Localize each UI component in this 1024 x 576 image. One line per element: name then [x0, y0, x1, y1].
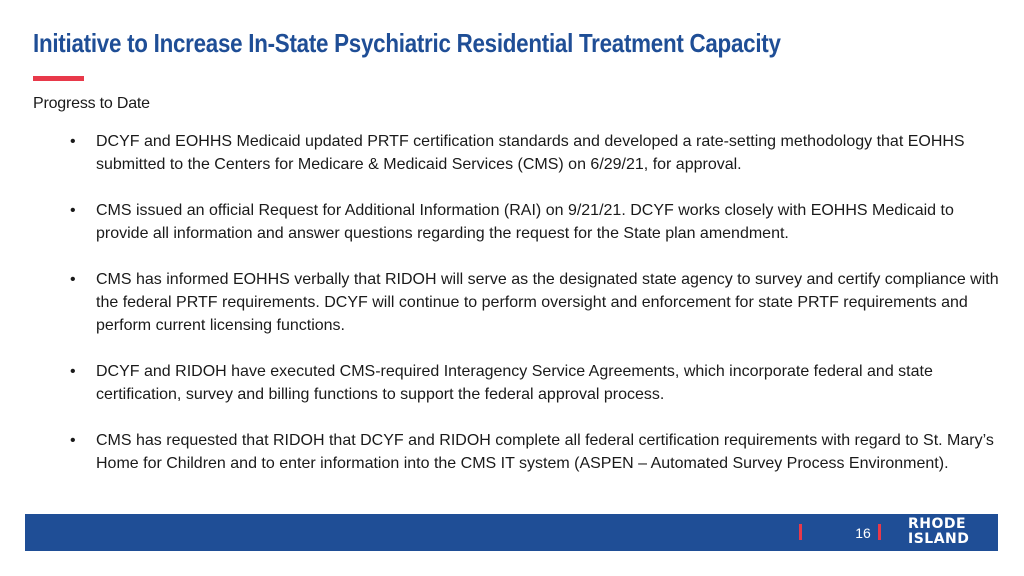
bullet-item	[70, 199, 1000, 245]
bullet-icon: •	[70, 133, 76, 150]
bullet-text: DCYF and EOHHS Medicaid updated PRTF certification standards and developed a rate-setting methodology that EOHHS submitted to the Centers for Medicare & Medicaid Services (CMS) on 6/29/21, for approval.	[96, 133, 965, 173]
page-title: Initiative to Increase In-State Psychiatric Residential Treatment Capacity	[33, 28, 781, 58]
bullet-list	[70, 130, 1000, 498]
bullet-icon: •	[70, 271, 76, 288]
bullet-item	[70, 360, 1000, 406]
bullet-text: DCYF and RIDOH have executed CMS-required Interagency Service Agreements, which incorporate federal and state certification, survey and billing functions to support the federal approval process.	[96, 363, 933, 403]
bullet-icon: •	[70, 202, 76, 219]
rhode-island-logo	[908, 517, 969, 547]
bullet-text: CMS has requested that RIDOH that DCYF and RIDOH complete all federal certification requirements with regard to St. Mary’s Home for Children and to enter information into the CMS IT system (ASPEN – Automated Survey Process Environment).	[96, 432, 994, 472]
logo-line-1: RHODE	[908, 516, 967, 532]
bullet-icon: •	[70, 432, 76, 449]
page-number: 16	[855, 525, 871, 541]
section-subtitle: Progress to Date	[33, 95, 150, 112]
bullet-text: CMS issued an official Request for Additional Information (RAI) on 9/21/21. DCYF works closely with EOHHS Medicaid to provide all information and answer questions regarding the request for the State plan amendment.	[96, 202, 954, 242]
bullet-item	[70, 429, 1000, 475]
logo-line-2: ISLAND	[908, 531, 970, 547]
title-accent-bar	[33, 76, 84, 81]
footer-separator-left	[799, 524, 802, 540]
bullet-item	[70, 268, 1000, 337]
bullet-item	[70, 130, 1000, 176]
bullet-text: CMS has informed EOHHS verbally that RIDOH will serve as the designated state agency to survey and certify compliance with the federal PRTF requirements. DCYF will continue to perform oversight and enforcement for state PRTF requirements and perform current licensing functions.	[96, 271, 999, 334]
footer-separator-right	[878, 524, 881, 540]
footer-bar	[25, 514, 998, 551]
bullet-icon: •	[70, 363, 76, 380]
